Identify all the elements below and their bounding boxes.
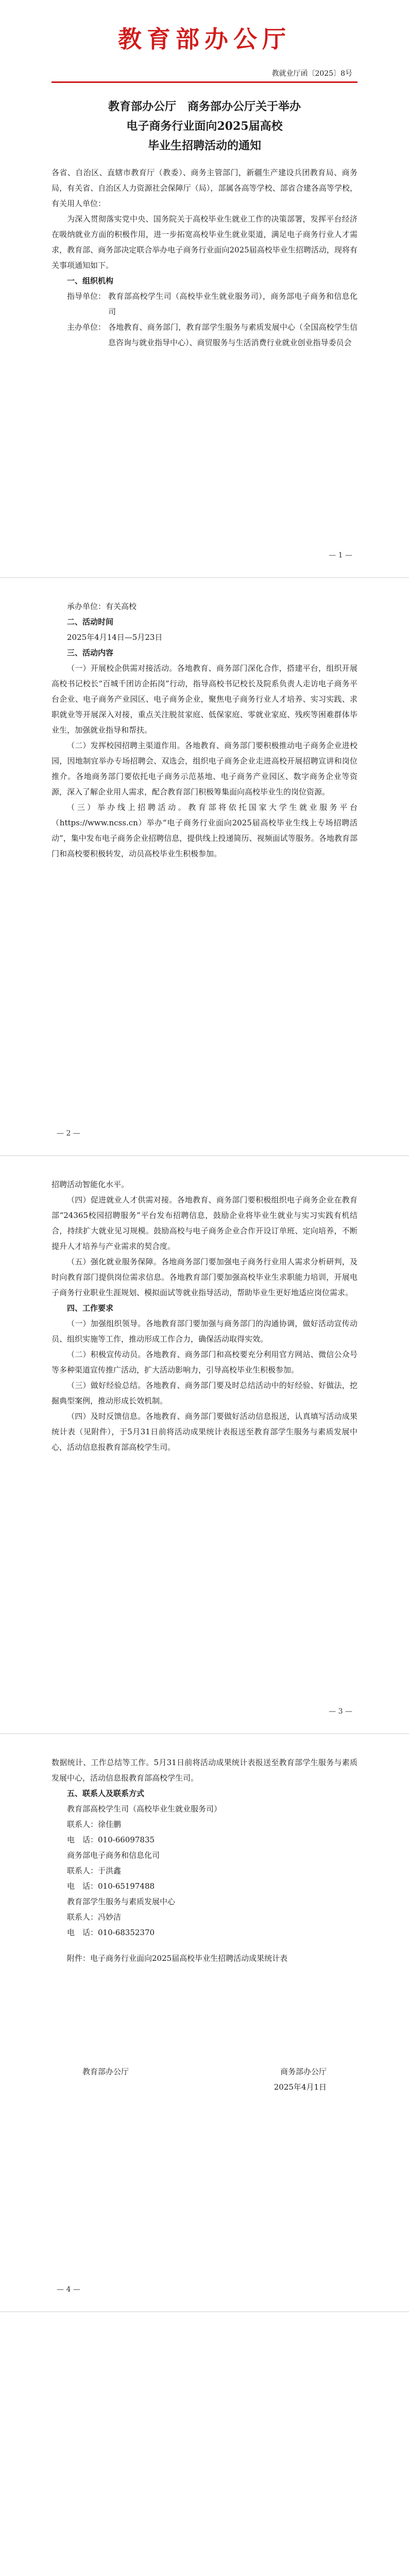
- body-text: [52, 599, 357, 861]
- title-line: 教育部办公厅 商务部办公厅关于举办: [108, 100, 301, 113]
- content-paragraph: （四）促进就业人才供需对接。各地教育、商务部门要积极组织电子商务企业在教育部“24365校园招聘服务”平台发布招聘信息，鼓励企业将毕业生就业与实习实践有机结合，持续扩大就业见习规模。鼓励高校与电子商务企业合作开设订单班、定向培养，不断提升人才培养与产业需求的契合度。: [52, 1195, 357, 1251]
- document-title: [52, 97, 357, 156]
- signoff-date: 2025年4月1日: [274, 2082, 327, 2092]
- continued-paragraph: 数据统计、工作总结等工作。5月31日前将活动成果统计表报送至教育部学生服务与素质发展中心，活动信息报教育部高校学生司。: [52, 1758, 357, 1783]
- page-number: — 4 —: [57, 2285, 80, 2294]
- content-paragraph: （一）开展校企供需对接活动。各地教育、商务部门深化合作，搭建平台，组织开展高校书记校长“百城千团访企拓岗”行动，指导高校书记校长及院系负责人走访电子商务平台企业、电子商务产业园区、电子商务企业，聚焦电子商务行业人才培养、实习实践、求职就业等开展深入对接，重点关注脱贫家庭、低保家庭、零就业家庭、残疾等困难群体毕业生，加强就业指导和帮扶。: [52, 664, 357, 735]
- issuer-header: 教育部办公厅: [118, 25, 291, 53]
- contact-person: 联系人：冯妙洁: [67, 1912, 122, 1922]
- page-number: — 1 —: [329, 551, 352, 560]
- body-text: [52, 165, 357, 350]
- contact-org: 教育部学生服务与素质发展中心: [67, 1897, 176, 1906]
- signoff-org-left: 教育部办公厅: [82, 2067, 129, 2076]
- requirement-paragraph: （三）做好经验总结。各地教育、商务部门要及时总结活动中的好经验、好做法，挖掘典型案例，推动形成长效机制。: [52, 1381, 357, 1405]
- signoff-org-right: 商务部办公厅: [280, 2067, 327, 2076]
- contact-person: 联系人：于洪鑫: [67, 1866, 122, 1875]
- page-number: — 2 —: [57, 1129, 80, 1138]
- contact-phone: 电 话：010-66097835: [67, 1835, 155, 1844]
- section-heading: 一、组织机构: [67, 276, 114, 285]
- body-text: [52, 1755, 357, 1966]
- content-paragraph: （三）举办线上招聘活动。教育部将依托国家大学生就业服务平台（https://www.ncss.cn）举办“电子商务行业面向2025届高校毕业生线上专场招聘活动”，集中发布电子商务企业招聘信息，提供线上投递简历、视频面试等服务。各地教育部门和高校要积极转发，动员高校毕业生积极参加。: [52, 803, 357, 858]
- red-divider: [52, 81, 357, 83]
- page-number: — 3 —: [329, 1707, 352, 1716]
- section-heading: 四、工作要求: [67, 1303, 114, 1313]
- content-paragraph: （二）发挥校园招聘主渠道作用。各地教育、商务部门要积极推动电子商务企业进校园，因地制宜举办专场招聘会、双选会，组织电子商务企业走进高校开展招聘宣讲和岗位推介。各地商务部门要依托电子商务示范基地、电子商务产业园区、数字商务企业等资源，深入了解企业用人需求，配合教育部门积极筹集面向高校毕业生的岗位资源。: [52, 741, 357, 796]
- org-row: 主办单位： 各地教育、商务部门，教育部学生服务与素质发展中心（全国高校学生信息咨询与就业指导中心）、商贸服务与生活消费行业就业创业指导委员会: [67, 323, 357, 347]
- section-heading: 五、联系人及联系方式: [67, 1789, 145, 1798]
- section-heading: 二、活动时间: [67, 617, 114, 626]
- requirement-paragraph: （二）积极宣传动员。各地教育、商务部门和高校要充分利用官方网站、微信公众号等多种渠道宣传推广活动，扩大活动影响力，引导高校毕业生积极参加。: [52, 1350, 357, 1375]
- attachment-note: 附件：电子商务行业面向2025届高校毕业生招聘活动成果统计表: [67, 1954, 288, 1963]
- contact-phone: 电 话：010-68352370: [67, 1928, 155, 1937]
- continued-paragraph: 招聘活动智能化水平。: [52, 1180, 129, 1189]
- section-heading: 三、活动内容: [67, 648, 114, 657]
- content-paragraph: （五）强化就业服务保障。各地商务部门要加强电子商务行业用人需求分析研判，及时向教育部门提供岗位需求信息。各地教育部门要加强高校毕业生求职能力培训，开展电子商务行业职业生涯规划、模拟面试等就业指导活动，帮助毕业生更好地适应岗位需求。: [52, 1257, 357, 1297]
- page-5: [0, 2312, 409, 2576]
- salutation: 各省、自治区、直辖市教育厅（教委）、商务主管部门，新疆生产建设兵团教育局、商务局，有关省、自治区人力资源社会保障厅（局），部属各高等学校、部省合建各高等学校，有关用人单位：: [52, 168, 357, 208]
- requirement-paragraph: （一）加强组织领导。各地教育部门要加强与商务部门的沟通协调，做好活动宣传动员、组织实施等工作，推动形成工作合力，确保活动取得实效。: [52, 1319, 357, 1344]
- page-2: [0, 578, 409, 1155]
- contact-person: 联系人：徐佳鹏: [67, 1820, 122, 1829]
- org-row: 指导单位： 教育部高校学生司（高校毕业生就业服务司），商务部电子商务和信息化司: [67, 292, 357, 316]
- intro-paragraph: 为深入贯彻落实党中央、国务院关于高校毕业生就业工作的决策部署，发挥平台经济在吸纳就业方面的积极作用，进一步拓宽高校毕业生就业渠道，满足电子商务行业人才需求，教育部、商务部决定联合举办电子商务行业面向2025届高校毕业生招聘活动，现将有关事项通知如下。: [52, 214, 357, 270]
- body-text: [52, 1177, 357, 1455]
- page-4: [0, 1734, 409, 2311]
- signoff: [52, 2064, 357, 2095]
- org-paragraph: 承办单位：有关高校: [67, 602, 137, 611]
- contact-org: 商务部电子商务和信息化司: [67, 1851, 160, 1860]
- page-1: [0, 0, 409, 577]
- requirement-paragraph: （四）及时反馈信息。各地教育、商务部门要做好活动信息报送，认真填写活动成果统计表（见附件），于5月31日前将活动成果统计表报送至教育部学生服务与素质发展中心，活动信息报教育部高校学生司。: [52, 1412, 357, 1452]
- document-number: 教就业厅函〔2025〕8号: [271, 70, 352, 78]
- time-paragraph: 2025年4月14日—5月23日: [67, 633, 163, 642]
- page-3: [0, 1156, 409, 1733]
- title-line: 电子商务行业面向2025届高校: [126, 120, 283, 133]
- contact-org: 教育部高校学生司（高校毕业生就业服务司）: [67, 1804, 222, 1814]
- contact-phone: 电 话：010-65197488: [67, 1882, 155, 1891]
- title-line: 毕业生招聘活动的通知: [147, 139, 261, 152]
